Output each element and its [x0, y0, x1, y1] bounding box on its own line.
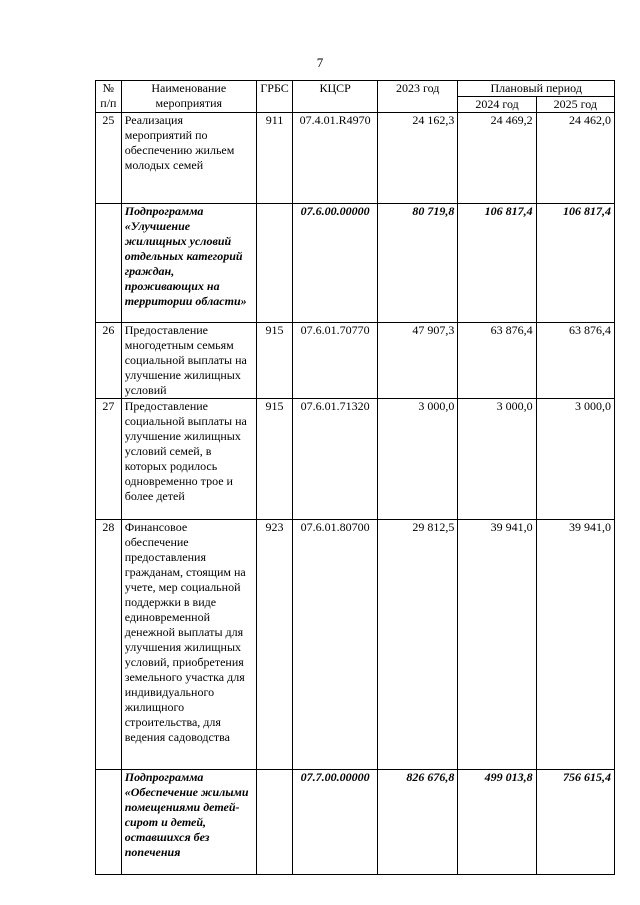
row-2025: 24 462,0	[536, 113, 614, 204]
row-kcsr: 07.6.00.00000	[293, 204, 378, 323]
page-number: 7	[316, 55, 324, 70]
row-2025: 756 615,4	[536, 770, 614, 875]
table-row	[96, 113, 615, 204]
header-num: № п/п	[96, 81, 122, 113]
table-row	[96, 204, 615, 323]
row-2025: 3 000,0	[536, 399, 614, 520]
header-kcsr: КЦСР	[293, 81, 378, 113]
row-kcsr: 07.7.00.00000	[293, 770, 378, 875]
row-2023: 3 000,0	[377, 399, 457, 520]
row-2024: 63 876,4	[458, 323, 536, 399]
row-2024: 106 817,4	[458, 204, 536, 323]
row-num	[96, 770, 122, 875]
row-2023: 47 907,3	[377, 323, 457, 399]
row-2025: 39 941,0	[536, 520, 614, 770]
row-2023: 29 812,5	[377, 520, 457, 770]
table-header	[96, 81, 615, 113]
row-num: 28	[96, 520, 122, 770]
header-grbs: ГРБС	[256, 81, 292, 113]
row-num	[96, 204, 122, 323]
row-2025: 106 817,4	[536, 204, 614, 323]
row-2023: 24 162,3	[377, 113, 457, 204]
row-kcsr: 07.6.01.80700	[293, 520, 378, 770]
row-2024: 3 000,0	[458, 399, 536, 520]
row-2023: 826 676,8	[377, 770, 457, 875]
row-name: Предоставление многодетным семьям социальной выплаты на улучшение жилищных условий	[121, 323, 256, 399]
header-2023: 2023 год	[377, 81, 457, 113]
row-name: Предоставление социальной выплаты на улучшение жилищных условий семей, в которых родилось одновременно трое и более детей	[121, 399, 256, 520]
row-name: Подпрограмма «Улучшение жилищных условий отдельных категорий граждан, проживающих на территории области»	[121, 204, 256, 323]
header-2024: 2024 год	[458, 97, 536, 113]
row-num: 27	[96, 399, 122, 520]
row-num: 26	[96, 323, 122, 399]
row-kcsr: 07.6.01.70770	[293, 323, 378, 399]
row-2024: 499 013,8	[458, 770, 536, 875]
row-grbs: 915	[256, 323, 292, 399]
row-2024: 24 469,2	[458, 113, 536, 204]
row-2023: 80 719,8	[377, 204, 457, 323]
row-name: Реализация мероприятий по обеспечению жильем молодых семей	[121, 113, 256, 204]
table-row	[96, 770, 615, 875]
budget-table	[95, 80, 615, 875]
table-body	[96, 113, 615, 875]
row-grbs: 911	[256, 113, 292, 204]
row-kcsr: 07.6.01.71320	[293, 399, 378, 520]
row-2024: 39 941,0	[458, 520, 536, 770]
row-2025: 63 876,4	[536, 323, 614, 399]
row-grbs	[256, 770, 292, 875]
row-num: 25	[96, 113, 122, 204]
row-grbs: 923	[256, 520, 292, 770]
row-grbs: 915	[256, 399, 292, 520]
header-name: Наименование мероприятия	[121, 81, 256, 113]
table-row	[96, 399, 615, 520]
row-grbs	[256, 204, 292, 323]
header-planned-period: Плановый период	[458, 81, 615, 97]
table-row	[96, 520, 615, 770]
header-2025: 2025 год	[536, 97, 614, 113]
row-name: Подпрограмма «Обеспечение жилыми помещениями детей-сирот и детей, оставшихся без попечения	[121, 770, 256, 875]
row-kcsr: 07.4.01.R4970	[293, 113, 378, 204]
table-row	[96, 323, 615, 399]
row-name: Финансовое обеспечение предоставления гражданам, стоящим на учете, мер социальной поддержки в виде единовременной денежной выплаты для улучшения жилищных условий, приобретения земельного участка для индивидуального жилищного строительства, для ведения садоводства	[121, 520, 256, 770]
